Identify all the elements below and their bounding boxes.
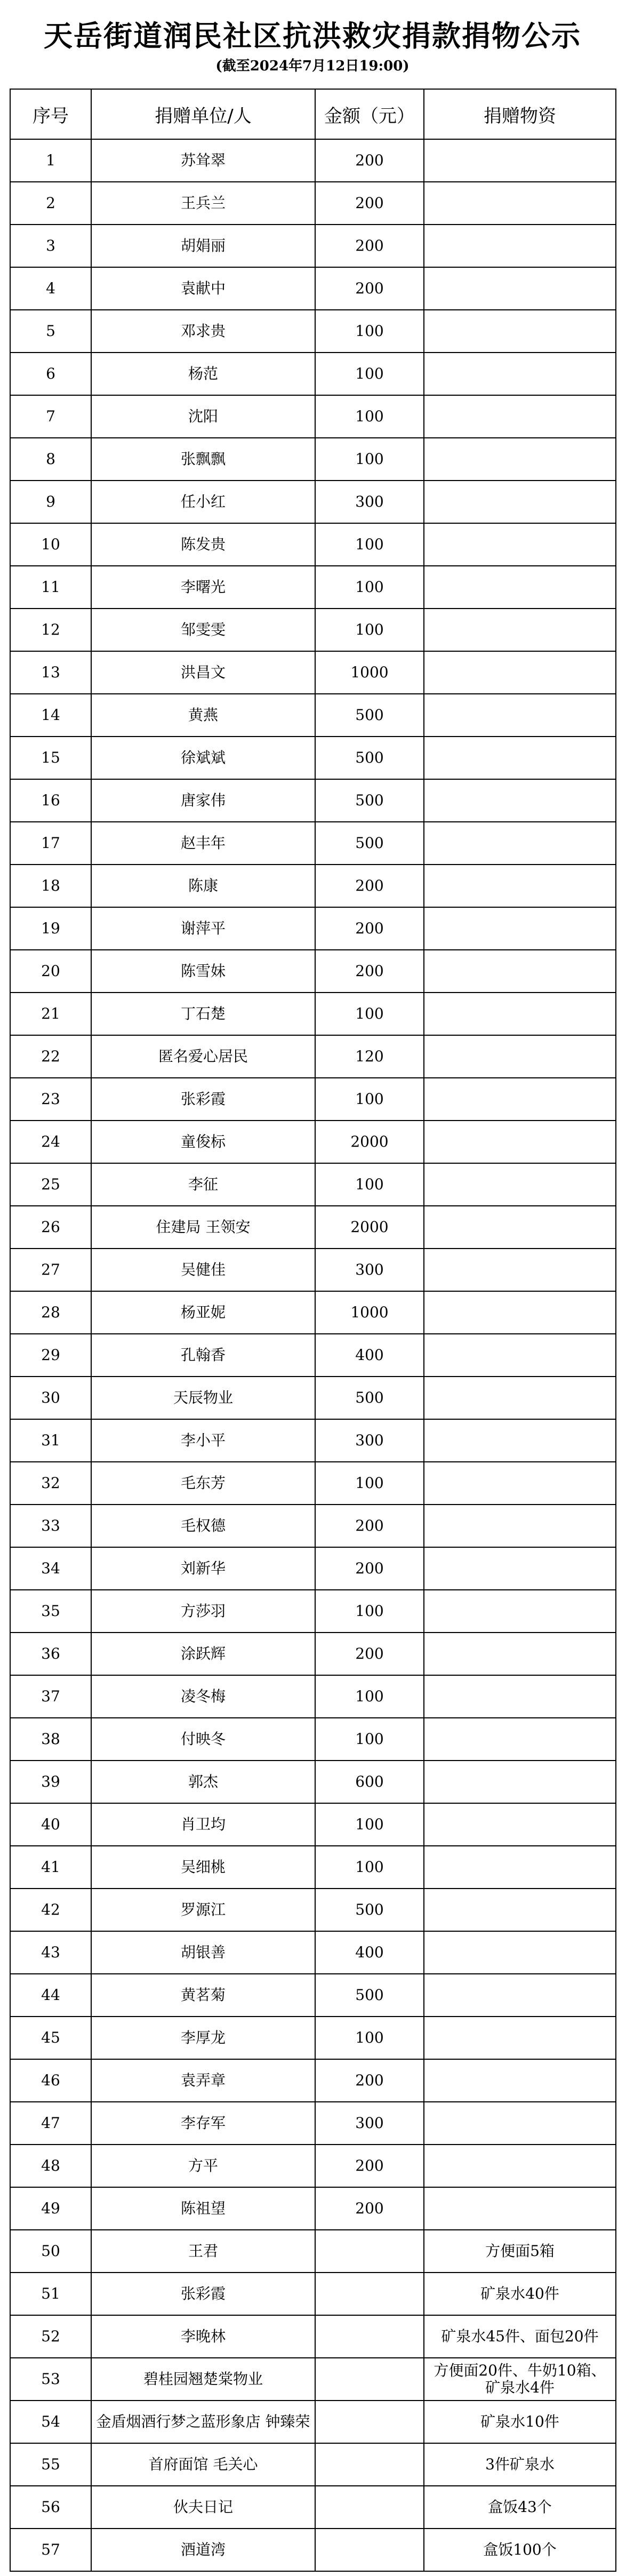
cell-amount: 100 bbox=[315, 1846, 424, 1889]
cell-goods bbox=[424, 1675, 616, 1718]
cell-amount: 200 bbox=[315, 2059, 424, 2102]
cell-goods bbox=[424, 1974, 616, 2017]
cell-goods: 盒饭100个 bbox=[424, 2529, 616, 2571]
cell-amount: 200 bbox=[315, 1505, 424, 1547]
cell-no: 48 bbox=[10, 2145, 91, 2187]
table-row bbox=[10, 1505, 616, 1547]
cell-goods bbox=[424, 1803, 616, 1846]
cell-goods bbox=[424, 2059, 616, 2102]
cell-donor: 张飘飘 bbox=[91, 438, 315, 481]
table-row bbox=[10, 2230, 616, 2273]
header-goods: 捐赠物资 bbox=[424, 89, 616, 139]
cell-donor: 李晚林 bbox=[91, 2315, 315, 2358]
cell-amount: 100 bbox=[315, 1590, 424, 1633]
cell-no: 45 bbox=[10, 2017, 91, 2059]
cell-donor: 李厚龙 bbox=[91, 2017, 315, 2059]
cell-no: 38 bbox=[10, 1718, 91, 1761]
cell-amount: 200 bbox=[315, 907, 424, 950]
cell-amount: 200 bbox=[315, 139, 424, 182]
table-row bbox=[10, 481, 616, 523]
cell-donor: 李征 bbox=[91, 1163, 315, 1206]
cell-goods: 3件矿泉水 bbox=[424, 2443, 616, 2486]
table-row bbox=[10, 2358, 616, 2401]
cell-donor: 李曙光 bbox=[91, 566, 315, 609]
table-row bbox=[10, 1761, 616, 1803]
cell-no: 7 bbox=[10, 395, 91, 438]
cell-amount: 100 bbox=[315, 566, 424, 609]
table-row bbox=[10, 2059, 616, 2102]
cell-no: 16 bbox=[10, 779, 91, 822]
cell-no: 50 bbox=[10, 2230, 91, 2273]
cell-no: 26 bbox=[10, 1206, 91, 1249]
cell-goods bbox=[424, 481, 616, 523]
cell-no: 32 bbox=[10, 1462, 91, 1505]
page-subtitle: (截至2024年7月12日19:00) bbox=[215, 58, 410, 74]
cell-donor: 毛权德 bbox=[91, 1505, 315, 1547]
cell-no: 1 bbox=[10, 139, 91, 182]
cell-no: 27 bbox=[10, 1249, 91, 1291]
cell-goods bbox=[424, 1505, 616, 1547]
cell-amount: 500 bbox=[315, 1377, 424, 1419]
cell-amount: 200 bbox=[315, 1547, 424, 1590]
cell-donor: 陈雪妹 bbox=[91, 950, 315, 993]
cell-no: 10 bbox=[10, 523, 91, 566]
table-row bbox=[10, 1334, 616, 1377]
cell-goods bbox=[424, 1761, 616, 1803]
cell-amount: 120 bbox=[315, 1035, 424, 1078]
cell-no: 14 bbox=[10, 694, 91, 737]
cell-donor: 洪昌文 bbox=[91, 651, 315, 694]
cell-goods bbox=[424, 1163, 616, 1206]
cell-donor: 王君 bbox=[91, 2230, 315, 2273]
cell-goods: 盒饭43个 bbox=[424, 2486, 616, 2529]
cell-goods bbox=[424, 523, 616, 566]
cell-donor: 苏耸翠 bbox=[91, 139, 315, 182]
cell-goods bbox=[424, 1249, 616, 1291]
table-row bbox=[10, 1121, 616, 1163]
cell-amount: 200 bbox=[315, 865, 424, 907]
cell-donor: 郭杰 bbox=[91, 1761, 315, 1803]
cell-no: 2 bbox=[10, 182, 91, 225]
table-row bbox=[10, 1931, 616, 1974]
cell-amount: 100 bbox=[315, 1718, 424, 1761]
cell-donor: 黄燕 bbox=[91, 694, 315, 737]
cell-no: 19 bbox=[10, 907, 91, 950]
cell-goods bbox=[424, 651, 616, 694]
cell-goods: 方便面5箱 bbox=[424, 2230, 616, 2273]
cell-donor: 凌冬梅 bbox=[91, 1675, 315, 1718]
table-row bbox=[10, 267, 616, 310]
cell-goods bbox=[424, 737, 616, 779]
table-row bbox=[10, 2486, 616, 2529]
cell-goods bbox=[424, 1889, 616, 1931]
cell-donor: 毛东芳 bbox=[91, 1462, 315, 1505]
cell-goods bbox=[424, 225, 616, 267]
cell-amount: 500 bbox=[315, 1974, 424, 2017]
cell-donor: 邹雯雯 bbox=[91, 609, 315, 651]
cell-donor: 肖卫均 bbox=[91, 1803, 315, 1846]
cell-amount: 100 bbox=[315, 395, 424, 438]
table-row bbox=[10, 395, 616, 438]
cell-amount bbox=[315, 2443, 424, 2486]
cell-no: 24 bbox=[10, 1121, 91, 1163]
cell-donor: 碧桂园翘楚棠物业 bbox=[91, 2358, 315, 2401]
cell-no: 22 bbox=[10, 1035, 91, 1078]
cell-amount: 300 bbox=[315, 1419, 424, 1462]
cell-donor: 徐斌斌 bbox=[91, 737, 315, 779]
cell-amount: 200 bbox=[315, 267, 424, 310]
cell-no: 43 bbox=[10, 1931, 91, 1974]
cell-goods bbox=[424, 182, 616, 225]
cell-donor: 陈康 bbox=[91, 865, 315, 907]
table-row bbox=[10, 2529, 616, 2571]
cell-no: 49 bbox=[10, 2187, 91, 2230]
cell-amount bbox=[315, 2486, 424, 2529]
cell-no: 46 bbox=[10, 2059, 91, 2102]
cell-no: 31 bbox=[10, 1419, 91, 1462]
table-row bbox=[10, 1035, 616, 1078]
cell-amount: 200 bbox=[315, 2187, 424, 2230]
cell-donor: 天辰物业 bbox=[91, 1377, 315, 1419]
table-row bbox=[10, 1206, 616, 1249]
cell-amount: 400 bbox=[315, 1931, 424, 1974]
cell-amount bbox=[315, 2401, 424, 2443]
cell-donor: 方平 bbox=[91, 2145, 315, 2187]
table-row bbox=[10, 779, 616, 822]
cell-donor: 伙夫日记 bbox=[91, 2486, 315, 2529]
cell-donor: 任小红 bbox=[91, 481, 315, 523]
cell-amount: 600 bbox=[315, 1761, 424, 1803]
table-row bbox=[10, 1718, 616, 1761]
cell-no: 8 bbox=[10, 438, 91, 481]
cell-donor: 匿名爱心居民 bbox=[91, 1035, 315, 1078]
cell-amount: 100 bbox=[315, 1078, 424, 1121]
header-no: 序号 bbox=[10, 89, 91, 139]
cell-goods bbox=[424, 2145, 616, 2187]
cell-no: 51 bbox=[10, 2273, 91, 2315]
table-row bbox=[10, 950, 616, 993]
cell-amount: 100 bbox=[315, 438, 424, 481]
cell-donor: 杨范 bbox=[91, 353, 315, 395]
cell-goods bbox=[424, 1547, 616, 1590]
table-row bbox=[10, 1633, 616, 1675]
cell-donor: 酒道湾 bbox=[91, 2529, 315, 2571]
cell-no: 5 bbox=[10, 310, 91, 353]
cell-goods bbox=[424, 694, 616, 737]
cell-donor: 孔翰香 bbox=[91, 1334, 315, 1377]
cell-goods: 矿泉水40件 bbox=[424, 2273, 616, 2315]
table-row bbox=[10, 1889, 616, 1931]
cell-donor: 陈发贵 bbox=[91, 523, 315, 566]
cell-no: 29 bbox=[10, 1334, 91, 1377]
cell-goods bbox=[424, 1590, 616, 1633]
cell-no: 35 bbox=[10, 1590, 91, 1633]
cell-no: 30 bbox=[10, 1377, 91, 1419]
cell-no: 15 bbox=[10, 737, 91, 779]
cell-amount: 2000 bbox=[315, 1121, 424, 1163]
cell-donor: 吴健佳 bbox=[91, 1249, 315, 1291]
cell-donor: 张彩霞 bbox=[91, 1078, 315, 1121]
cell-donor: 杨亚妮 bbox=[91, 1291, 315, 1334]
table-row bbox=[10, 2273, 616, 2315]
cell-donor: 陈祖望 bbox=[91, 2187, 315, 2230]
cell-goods bbox=[424, 779, 616, 822]
cell-amount: 500 bbox=[315, 737, 424, 779]
cell-amount: 500 bbox=[315, 779, 424, 822]
table-row bbox=[10, 353, 616, 395]
cell-no: 17 bbox=[10, 822, 91, 865]
table-row bbox=[10, 737, 616, 779]
cell-amount: 100 bbox=[315, 523, 424, 566]
cell-no: 34 bbox=[10, 1547, 91, 1590]
table-row bbox=[10, 2443, 616, 2486]
cell-donor: 黄茗菊 bbox=[91, 1974, 315, 2017]
cell-amount bbox=[315, 2273, 424, 2315]
cell-amount bbox=[315, 2529, 424, 2571]
cell-amount: 100 bbox=[315, 1803, 424, 1846]
cell-donor: 谢萍平 bbox=[91, 907, 315, 950]
cell-amount: 100 bbox=[315, 353, 424, 395]
cell-amount: 100 bbox=[315, 310, 424, 353]
cell-amount: 100 bbox=[315, 609, 424, 651]
cell-donor: 方莎羽 bbox=[91, 1590, 315, 1633]
cell-donor: 住建局 王领安 bbox=[91, 1206, 315, 1249]
cell-donor: 赵丰年 bbox=[91, 822, 315, 865]
cell-goods bbox=[424, 1035, 616, 1078]
cell-no: 21 bbox=[10, 993, 91, 1035]
cell-no: 11 bbox=[10, 566, 91, 609]
cell-donor: 王兵兰 bbox=[91, 182, 315, 225]
table-row bbox=[10, 1590, 616, 1633]
cell-amount: 1000 bbox=[315, 651, 424, 694]
cell-amount: 200 bbox=[315, 225, 424, 267]
table-row bbox=[10, 438, 616, 481]
table-row bbox=[10, 1547, 616, 1590]
cell-no: 42 bbox=[10, 1889, 91, 1931]
cell-no: 4 bbox=[10, 267, 91, 310]
table-row bbox=[10, 651, 616, 694]
cell-donor: 袁弄章 bbox=[91, 2059, 315, 2102]
cell-donor: 吴细桃 bbox=[91, 1846, 315, 1889]
cell-goods: 矿泉水45件、面包20件 bbox=[424, 2315, 616, 2358]
cell-goods bbox=[424, 1078, 616, 1121]
cell-amount: 200 bbox=[315, 1633, 424, 1675]
page-title: 天岳街道润民社区抗洪救灾捐款捐物公示 bbox=[44, 19, 581, 53]
table-body bbox=[10, 139, 616, 2571]
donation-table bbox=[10, 89, 616, 2572]
cell-no: 20 bbox=[10, 950, 91, 993]
cell-donor: 首府面馆 毛关心 bbox=[91, 2443, 315, 2486]
cell-donor: 沈阳 bbox=[91, 395, 315, 438]
table-row bbox=[10, 609, 616, 651]
cell-amount: 100 bbox=[315, 1675, 424, 1718]
table-row bbox=[10, 865, 616, 907]
table-row bbox=[10, 1291, 616, 1334]
cell-goods bbox=[424, 566, 616, 609]
header-donor: 捐赠单位/人 bbox=[91, 89, 315, 139]
cell-goods bbox=[424, 1846, 616, 1889]
cell-goods bbox=[424, 822, 616, 865]
cell-goods bbox=[424, 1462, 616, 1505]
cell-no: 47 bbox=[10, 2102, 91, 2145]
cell-goods bbox=[424, 2187, 616, 2230]
cell-no: 6 bbox=[10, 353, 91, 395]
cell-amount: 2000 bbox=[315, 1206, 424, 1249]
cell-no: 18 bbox=[10, 865, 91, 907]
cell-amount bbox=[315, 2358, 424, 2401]
cell-no: 37 bbox=[10, 1675, 91, 1718]
table-row bbox=[10, 1163, 616, 1206]
cell-amount: 200 bbox=[315, 2145, 424, 2187]
cell-donor: 童俊标 bbox=[91, 1121, 315, 1163]
cell-donor: 李存军 bbox=[91, 2102, 315, 2145]
cell-no: 3 bbox=[10, 225, 91, 267]
cell-amount: 100 bbox=[315, 993, 424, 1035]
table-row bbox=[10, 822, 616, 865]
table-row bbox=[10, 1974, 616, 2017]
cell-goods bbox=[424, 907, 616, 950]
cell-donor: 金盾烟酒行梦之蓝形象店 钟臻荣 bbox=[91, 2401, 315, 2443]
cell-no: 23 bbox=[10, 1078, 91, 1121]
cell-goods bbox=[424, 1633, 616, 1675]
cell-goods bbox=[424, 1206, 616, 1249]
cell-goods: 矿泉水10件 bbox=[424, 2401, 616, 2443]
cell-goods bbox=[424, 1291, 616, 1334]
table-row bbox=[10, 1249, 616, 1291]
cell-no: 36 bbox=[10, 1633, 91, 1675]
cell-donor: 刘新华 bbox=[91, 1547, 315, 1590]
cell-amount: 100 bbox=[315, 1462, 424, 1505]
cell-no: 28 bbox=[10, 1291, 91, 1334]
cell-donor: 胡银善 bbox=[91, 1931, 315, 1974]
cell-amount: 1000 bbox=[315, 1291, 424, 1334]
cell-goods bbox=[424, 950, 616, 993]
cell-donor: 罗源江 bbox=[91, 1889, 315, 1931]
cell-no: 9 bbox=[10, 481, 91, 523]
cell-no: 56 bbox=[10, 2486, 91, 2529]
cell-no: 12 bbox=[10, 609, 91, 651]
cell-goods bbox=[424, 1718, 616, 1761]
table-row bbox=[10, 1675, 616, 1718]
table-row bbox=[10, 225, 616, 267]
cell-goods bbox=[424, 1121, 616, 1163]
cell-amount: 500 bbox=[315, 1889, 424, 1931]
cell-goods bbox=[424, 438, 616, 481]
table-row bbox=[10, 1078, 616, 1121]
cell-goods bbox=[424, 395, 616, 438]
cell-goods bbox=[424, 353, 616, 395]
cell-amount: 300 bbox=[315, 2102, 424, 2145]
cell-no: 40 bbox=[10, 1803, 91, 1846]
cell-donor: 袁献中 bbox=[91, 267, 315, 310]
cell-donor: 张彩霞 bbox=[91, 2273, 315, 2315]
cell-no: 53 bbox=[10, 2358, 91, 2401]
cell-no: 13 bbox=[10, 651, 91, 694]
cell-goods bbox=[424, 2017, 616, 2059]
cell-goods bbox=[424, 609, 616, 651]
cell-amount: 500 bbox=[315, 822, 424, 865]
title-block bbox=[10, 7, 615, 89]
cell-goods bbox=[424, 310, 616, 353]
cell-goods bbox=[424, 1931, 616, 1974]
cell-donor: 唐家伟 bbox=[91, 779, 315, 822]
cell-amount: 500 bbox=[315, 694, 424, 737]
cell-donor: 胡娟丽 bbox=[91, 225, 315, 267]
cell-goods bbox=[424, 1377, 616, 1419]
cell-amount: 200 bbox=[315, 182, 424, 225]
table-row bbox=[10, 2017, 616, 2059]
cell-no: 33 bbox=[10, 1505, 91, 1547]
cell-no: 54 bbox=[10, 2401, 91, 2443]
table-header-row bbox=[10, 89, 616, 139]
cell-amount: 400 bbox=[315, 1334, 424, 1377]
cell-no: 41 bbox=[10, 1846, 91, 1889]
table-row bbox=[10, 2102, 616, 2145]
table-row bbox=[10, 2187, 616, 2230]
cell-no: 39 bbox=[10, 1761, 91, 1803]
table-row bbox=[10, 139, 616, 182]
cell-donor: 李小平 bbox=[91, 1419, 315, 1462]
cell-goods bbox=[424, 865, 616, 907]
cell-amount: 300 bbox=[315, 1249, 424, 1291]
cell-amount: 100 bbox=[315, 2017, 424, 2059]
cell-goods bbox=[424, 1419, 616, 1462]
table-row bbox=[10, 1419, 616, 1462]
cell-donor: 丁石楚 bbox=[91, 993, 315, 1035]
table-row bbox=[10, 1846, 616, 1889]
table-row bbox=[10, 907, 616, 950]
cell-donor: 邓求贵 bbox=[91, 310, 315, 353]
cell-amount: 300 bbox=[315, 481, 424, 523]
table-row bbox=[10, 182, 616, 225]
cell-goods bbox=[424, 1334, 616, 1377]
table-row bbox=[10, 2401, 616, 2443]
cell-amount bbox=[315, 2230, 424, 2273]
table-row bbox=[10, 694, 616, 737]
cell-amount bbox=[315, 2315, 424, 2358]
table-row bbox=[10, 2145, 616, 2187]
cell-goods bbox=[424, 993, 616, 1035]
header-amount: 金额（元） bbox=[315, 89, 424, 139]
table-row bbox=[10, 2315, 616, 2358]
cell-goods bbox=[424, 267, 616, 310]
cell-goods bbox=[424, 139, 616, 182]
table-row bbox=[10, 1803, 616, 1846]
table-row bbox=[10, 993, 616, 1035]
cell-amount: 100 bbox=[315, 1163, 424, 1206]
cell-no: 52 bbox=[10, 2315, 91, 2358]
table-row bbox=[10, 523, 616, 566]
cell-no: 55 bbox=[10, 2443, 91, 2486]
cell-goods bbox=[424, 2102, 616, 2145]
cell-donor: 付映冬 bbox=[91, 1718, 315, 1761]
table-row bbox=[10, 1377, 616, 1419]
cell-no: 44 bbox=[10, 1974, 91, 2017]
cell-amount: 200 bbox=[315, 950, 424, 993]
cell-no: 25 bbox=[10, 1163, 91, 1206]
table-row bbox=[10, 310, 616, 353]
table-row bbox=[10, 1462, 616, 1505]
cell-goods: 方便面20件、牛奶10箱、矿泉水4件 bbox=[424, 2358, 616, 2401]
table-row bbox=[10, 566, 616, 609]
cell-no: 57 bbox=[10, 2529, 91, 2571]
cell-donor: 涂跃辉 bbox=[91, 1633, 315, 1675]
